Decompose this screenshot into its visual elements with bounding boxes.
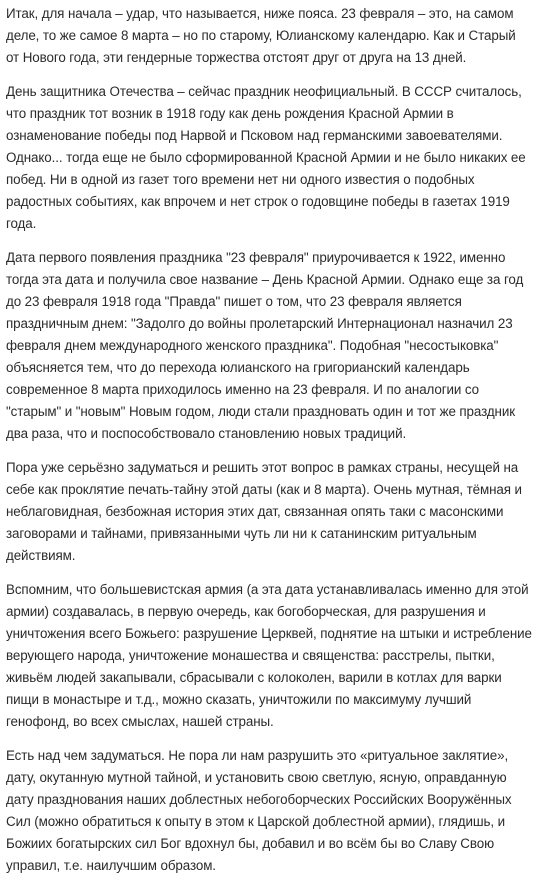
paragraph: Вспомним, что большевистская армия (а эта дата устанавливалась именно для этой армии) создавалась, в первую очередь, как богоборческая, для разрушения и уничтожения всего Божьего: разрушение Церквей, поднятие на штыки и истребление верующего народа, уничтожение монашества и священства: расстрелы, пытки, живьём людей закапывали, сбрасывали с колоколен, варили в котлах для варки пищи в монастыре и т.д., можно сказать, уничтожили по максимуму лучший генофонд, во всех смыслах, нашей страны. bbox=[6, 582, 532, 729]
paragraph: День защитника Отечества – сейчас праздник неофициальный. В СССР считалось, что праздник тот возник в 1918 году как день рождения Красной Армии в ознаменование победы под Нарвой и Псковом над германскими завоевателями. Однако... тогда еще не было сформированной Красной Армии и не было никаких ее побед. Ни в одной из газет того времени нет ни одного известия о подобных радостных событиях, как впрочем и нет строк о годовщине победы в газетах 1919 года. bbox=[6, 84, 526, 231]
paragraph: Есть над чем задуматься. Не пора ли нам разрушить это «ритуальное заклятие», дату, окутанную мутной тайной, и установить свою светлую, ясную, оправданную дату празднования наших доблестных небогоборческих Российских Вооружённых Сил (можно обратиться к опыту в этом к Царской доблестной армии), глядишь, и Божиих богатырских сил Бог вдохнул бы, добавил и во всём бы во Славу Свою управил, т.е. наилучшим образом. bbox=[6, 748, 512, 873]
article-body bbox=[6, 3, 532, 889]
paragraph: Дата первого появления праздника "23 февраля" приурочивается к 1922, именно тогда эта дата и получила свое название – День Красной Армии. Однако еще за год до 23 февраля 1918 года "Правда" пишет о том, что 23 февраля является праздничным днем: "Задолго до войны пролетарский Интернационал назначил 23 февраля днем международного женского праздника". Подобная "несостыковка" объясняется тем, что до перехода юлианского на григорианский календарь современное 8 марта приходилось именно на 23 февраля. И по аналогии со "старым" и "новым" Новым годом, люди стали праздновать один и тот же праздник два раза, что и поспособствовало становлению новых традиций. bbox=[6, 250, 524, 441]
paragraph: Пора уже серьёзно задуматься и решить этот вопрос в рамках страны, несущей на себе как проклятие печать-тайну этой даты (как и 8 марта). Очень мутная, тёмная и неблаговидная, безбожная история этих дат, связанная опять таки с масонскими заговорами и тайнами, привязанными чуть ли ни к сатанинским ритуальным действиям. bbox=[6, 460, 522, 563]
paragraph: Итак, для начала – удар, что называется, ниже пояса. 23 февраля – это, на самом деле, то же самое 8 марта – но по старому, Юлианскому календарю. Как и Старый от Нового года, эти гендерные торжества отстоят друг от друга на 13 дней. bbox=[6, 6, 516, 65]
